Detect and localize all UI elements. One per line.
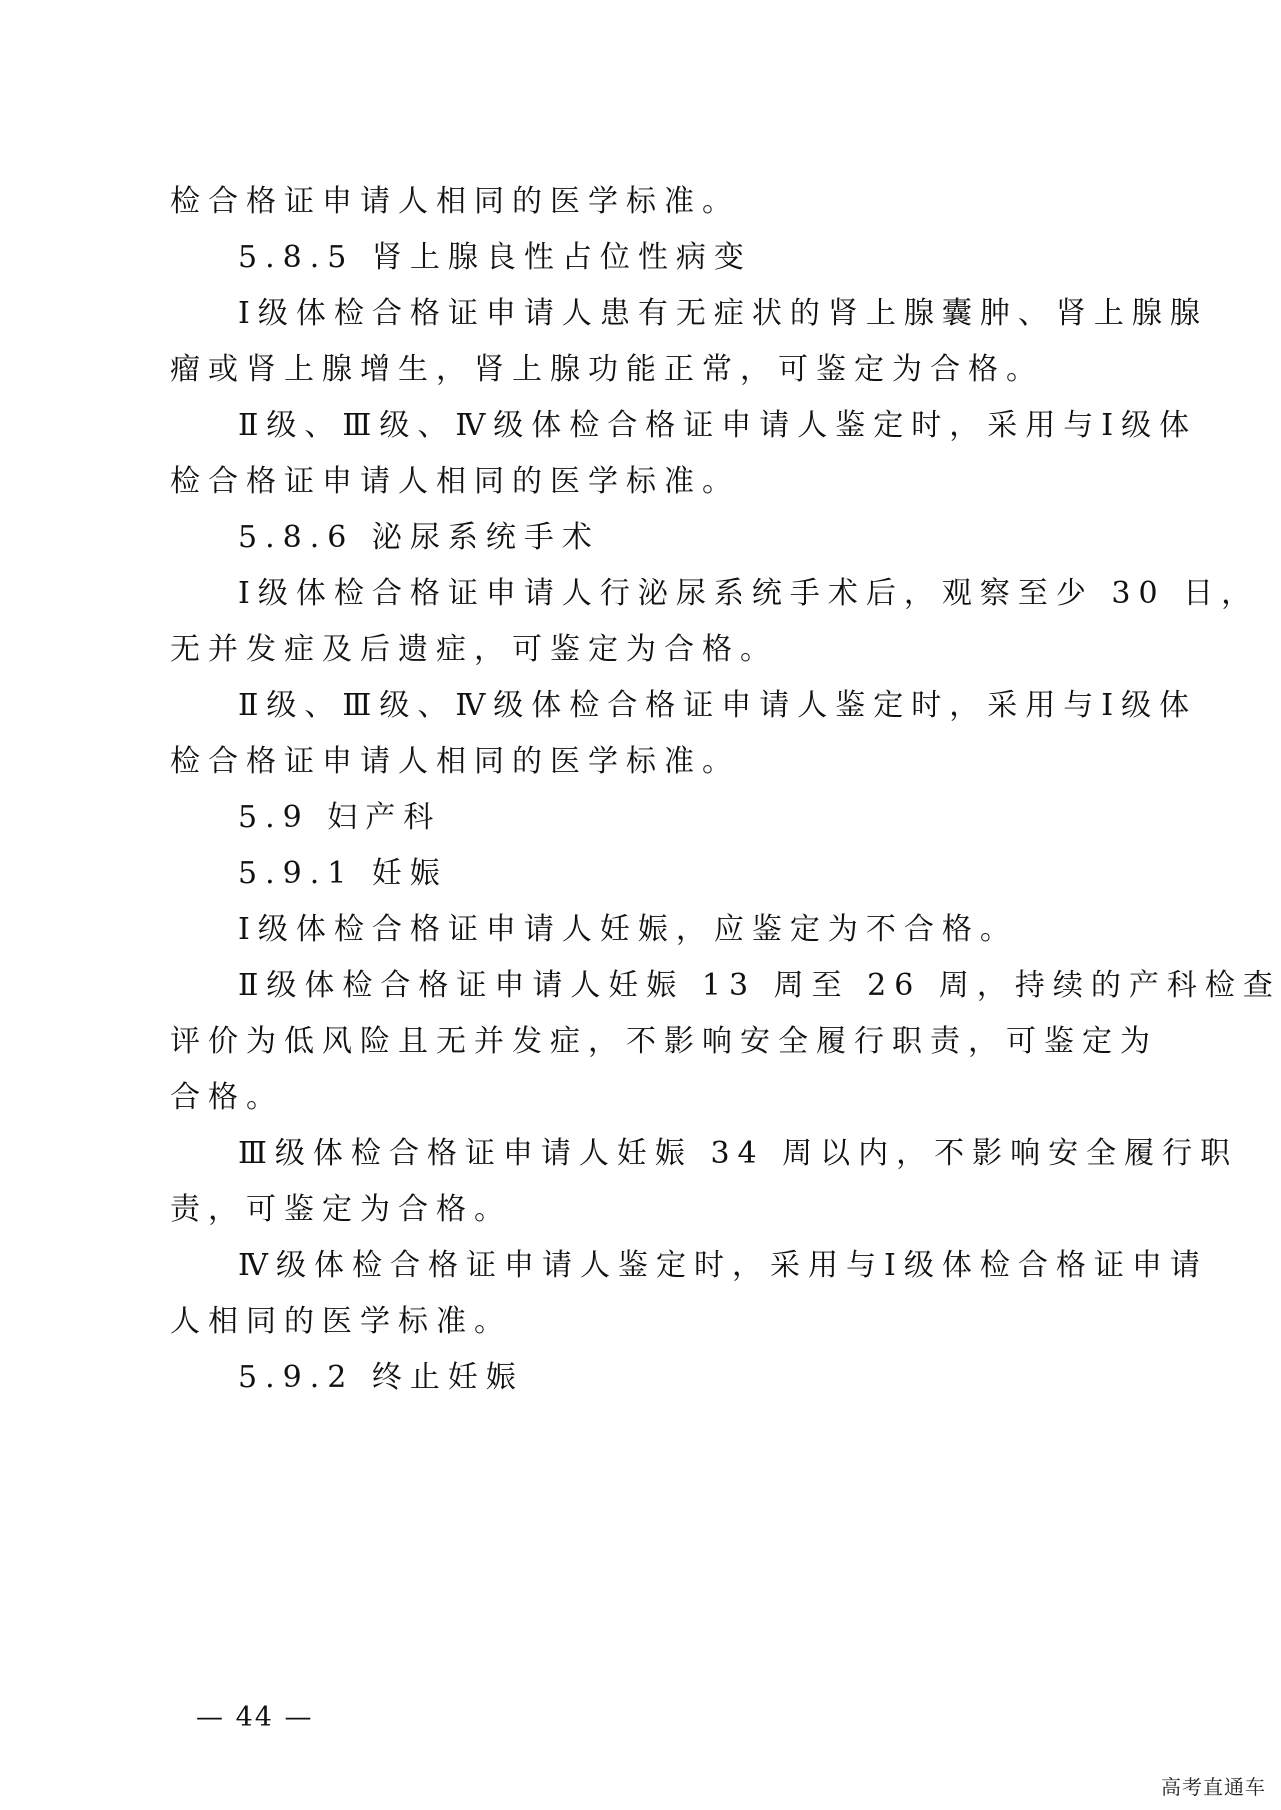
page-number: — 44 — bbox=[196, 1702, 314, 1733]
text-line: 瘤或肾上腺增生，肾上腺功能正常，可鉴定为合格。 bbox=[170, 352, 1044, 387]
text-line: Ⅱ级体检合格证申请人妊娠 13 周至 26 周，持续的产科检查 bbox=[238, 968, 1281, 1003]
section-heading: 5.9.2 终止妊娠 bbox=[238, 1360, 524, 1395]
section-heading: 5.8.5 肾上腺良性占位性病变 bbox=[238, 240, 752, 275]
watermark: 高考直通车 bbox=[1161, 1775, 1266, 1799]
text-line: 检合格证申请人相同的医学标准。 bbox=[170, 744, 740, 779]
text-line: Ⅰ级体检合格证申请人妊娠，应鉴定为不合格。 bbox=[238, 912, 1018, 947]
text-line: 人相同的医学标准。 bbox=[170, 1304, 512, 1339]
text-line: 合格。 bbox=[170, 1080, 284, 1115]
text-line: Ⅱ级、Ⅲ级、Ⅳ级体检合格证申请人鉴定时，采用与Ⅰ级体 bbox=[238, 408, 1198, 443]
text-line: Ⅲ级体检合格证申请人妊娠 34 周以内，不影响安全履行职 bbox=[238, 1136, 1239, 1171]
text-line: 检合格证申请人相同的医学标准。 bbox=[170, 184, 740, 219]
text-line: 责，可鉴定为合格。 bbox=[170, 1192, 512, 1227]
section-heading: 5.9 妇产科 bbox=[238, 800, 442, 835]
text-line: 无并发症及后遗症，可鉴定为合格。 bbox=[170, 632, 778, 667]
text-line: Ⅳ级体检合格证申请人鉴定时，采用与Ⅰ级体检合格证申请 bbox=[238, 1248, 1208, 1283]
section-heading: 5.9.1 妊娠 bbox=[238, 856, 448, 891]
text-line: Ⅰ级体检合格证申请人患有无症状的肾上腺囊肿、肾上腺腺 bbox=[238, 296, 1208, 331]
text-line: Ⅰ级体检合格证申请人行泌尿系统手术后，观察至少 30 日， bbox=[238, 576, 1260, 611]
text-line: 检合格证申请人相同的医学标准。 bbox=[170, 464, 740, 499]
text-line: Ⅱ级、Ⅲ级、Ⅳ级体检合格证申请人鉴定时，采用与Ⅰ级体 bbox=[238, 688, 1198, 723]
section-heading: 5.8.6 泌尿系统手术 bbox=[238, 520, 600, 555]
text-line: 评价为低风险且无并发症，不影响安全履行职责，可鉴定为 bbox=[170, 1024, 1158, 1059]
